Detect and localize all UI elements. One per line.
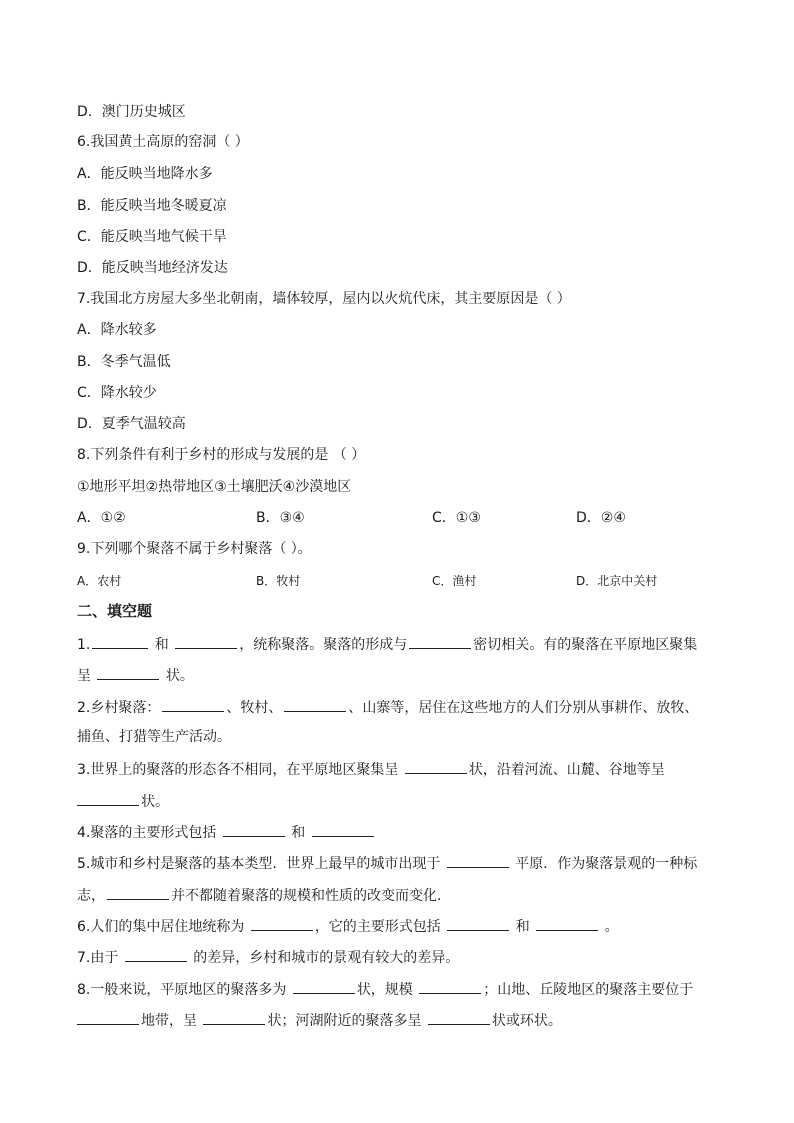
answer-blank[interactable]: [428, 1009, 490, 1025]
q6-option-b: B．能反映当地冬暖夏凉: [77, 198, 227, 214]
fill-8-line-2: 地带，呈 状；河湖附近的聚落多呈 状或环状。: [77, 1009, 754, 1031]
fill-8-line-1: 8.一般来说，平原地区的聚落多为 状，规模 ；山地、丘陵地区的聚落主要位于: [77, 978, 754, 1000]
fill-6: 6.人们的集中居住地统称为 ，它的主要形式包括 和 。: [77, 915, 754, 937]
section-title-fill-in: 二、填空题: [77, 602, 153, 620]
answer-blank[interactable]: [312, 821, 374, 837]
q7-option-d: D．夏季气温较高: [77, 416, 186, 432]
q8-option-c: C．①③: [432, 510, 481, 526]
q9-option-d: D．北京中关村: [576, 574, 658, 588]
fill-5-line-2: 志， 并不都随着聚落的规模和性质的改变而变化．: [77, 884, 754, 906]
q9-stem: 9.下列哪个聚落不属于乡村聚落（ ）。: [77, 541, 312, 557]
fill-4: 4.聚落的主要形式包括 和: [77, 821, 754, 843]
q7-option-c: C．降水较少: [77, 385, 157, 401]
answer-blank[interactable]: [203, 1009, 265, 1025]
fill-1-line-1: 1. 和 ，统称聚落。聚落的形成与 密切相关。有的聚落在平原地区聚集: [77, 633, 754, 655]
q8-option-a: A．①②: [77, 510, 126, 526]
answer-blank[interactable]: [92, 633, 148, 649]
answer-blank[interactable]: [107, 884, 169, 900]
answer-blank[interactable]: [175, 633, 237, 649]
answer-blank[interactable]: [223, 821, 285, 837]
answer-blank[interactable]: [447, 852, 509, 868]
q6-option-c: C．能反映当地气候干旱: [77, 229, 227, 245]
answer-blank[interactable]: [409, 633, 471, 649]
answer-blank[interactable]: [293, 978, 355, 994]
q8-option-b: B．③④: [256, 510, 305, 526]
answer-blank[interactable]: [97, 664, 159, 680]
fill-3-line-2: 状。: [77, 790, 754, 812]
q9-option-c: C．渔村: [432, 574, 477, 588]
fill-5-line-1: 5.城市和乡村是聚落的基本类型．世界上最早的城市出现于 平原．作为聚落景观的一种标: [77, 852, 754, 874]
answer-blank[interactable]: [251, 915, 313, 931]
answer-blank[interactable]: [536, 915, 598, 931]
answer-blank[interactable]: [405, 758, 467, 774]
q9-option-b: B．牧村: [256, 574, 301, 588]
q5-option-d: D．澳门历史城区: [77, 104, 186, 120]
answer-blank[interactable]: [77, 790, 139, 806]
q8-conditions: ①地形平坦②热带地区③土壤肥沃④沙漠地区: [77, 479, 352, 495]
answer-blank[interactable]: [447, 915, 509, 931]
q6-stem: 6.我国黄土高原的窑洞（ ）: [77, 134, 249, 150]
answer-blank[interactable]: [77, 1009, 139, 1025]
q9-option-a: A．农村: [77, 574, 122, 588]
answer-blank[interactable]: [419, 978, 481, 994]
q8-stem: 8.下列条件有利于乡村的形成与发展的是 （ ）: [77, 447, 366, 463]
fill-2-line-1: 2.乡村聚落： 、牧村、 、山寨等，居住在这些地方的人们分别从事耕作、放牧、: [77, 696, 754, 718]
q6-option-a: A．能反映当地降水多: [77, 166, 213, 182]
q7-option-a: A．降水较多: [77, 322, 157, 338]
answer-blank[interactable]: [162, 696, 224, 712]
q8-option-d: D．②④: [576, 510, 626, 526]
q7-option-b: B．冬季气温低: [77, 354, 171, 370]
fill-2-line-2: 捕鱼、打猎等生产活动。: [77, 729, 231, 745]
answer-blank[interactable]: [125, 946, 187, 962]
q6-option-d: D．能反映当地经济发达: [77, 260, 228, 276]
answer-blank[interactable]: [284, 696, 346, 712]
fill-3-line-1: 3.世界上的聚落的形态各不相同，在平原地区聚集呈 状，沿着河流、山麓、谷地等呈: [77, 758, 754, 780]
fill-7: 7.由于 的差异，乡村和城市的景观有较大的差异。: [77, 946, 754, 968]
q7-stem: 7.我国北方房屋大多坐北朝南，墙体较厚，屋内以火炕代床，其主要原因是（ ）: [77, 291, 571, 307]
fill-1-line-2: 呈 状。: [77, 664, 754, 686]
